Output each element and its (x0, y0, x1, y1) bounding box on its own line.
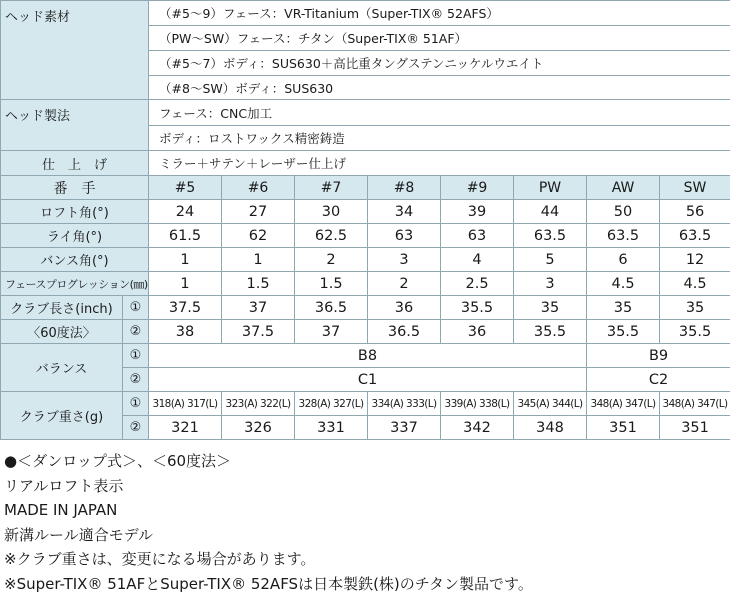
club-length-cell: 37 (222, 296, 295, 320)
club-weight-sub-label: ② (123, 416, 149, 440)
bounce-row (1, 248, 730, 272)
club-length-cell: 37.5 (222, 320, 295, 344)
bounce-label: バンス角(°) (1, 248, 149, 272)
number-cell: AW (587, 176, 660, 200)
lie-cell: 62 (222, 224, 295, 248)
club-weight-cell: 351 (587, 416, 660, 440)
balance-label: バランス (1, 344, 123, 392)
club-length-cell: 36 (441, 320, 514, 344)
note-line: リアルロフト表示 (4, 476, 124, 495)
club-length-sub-label: ① (123, 296, 149, 320)
club-length-cell: 35.5 (587, 320, 660, 344)
face-progression-label: フェースプログレッション(㎜) (1, 272, 149, 296)
number-cell: #6 (222, 176, 295, 200)
bounce-cell: 6 (587, 248, 660, 272)
note-line: 新溝ルール適合モデル (4, 525, 153, 544)
balance-cell: B9 (587, 344, 730, 368)
club-weight-cell: 348(A) 347(L) (660, 392, 730, 416)
loft-cell: 27 (222, 200, 295, 224)
bounce-cell: 1 (222, 248, 295, 272)
club-weight-cell: 348 (514, 416, 587, 440)
club-weight-label: クラブ重さ(g) (1, 392, 123, 440)
club-length-cell: 36.5 (368, 320, 441, 344)
lie-cell: 63 (368, 224, 441, 248)
club-length-cell: 35 (587, 296, 660, 320)
balance-row (1, 344, 730, 368)
club-length-row (1, 296, 730, 320)
face-progression-row (1, 272, 730, 296)
lie-cell: 63.5 (660, 224, 730, 248)
number-cell: #8 (368, 176, 441, 200)
head-material-label: ヘッド素材 (1, 1, 149, 100)
bounce-cell: 4 (441, 248, 514, 272)
bounce-cell: 2 (295, 248, 368, 272)
club-length-row (1, 320, 730, 344)
lie-row (1, 224, 730, 248)
lie-cell: 63.5 (587, 224, 660, 248)
head-material-line: （PW～SW）フェース：チタン（Super-TIX® 51AF） (149, 26, 730, 51)
lie-label: ライ角(°) (1, 224, 149, 248)
finish-row (1, 151, 730, 176)
loft-cell: 34 (368, 200, 441, 224)
finish-label: 仕 上 げ (1, 151, 149, 176)
loft-label: ロフト角(°) (1, 200, 149, 224)
head-material-line: （#8～SW）ボディ：SUS630 (149, 76, 730, 100)
club-length-cell: 37.5 (149, 296, 222, 320)
face-progression-cell: 2 (368, 272, 441, 296)
bounce-cell: 5 (514, 248, 587, 272)
club-length-cell: 36 (368, 296, 441, 320)
balance-cell: C1 (149, 368, 587, 392)
club-weight-cell: 339(A) 338(L) (441, 392, 514, 416)
number-cell: PW (514, 176, 587, 200)
loft-cell: 39 (441, 200, 514, 224)
club-weight-row (1, 392, 730, 416)
head-method-line: フェース：CNC加工 (149, 100, 730, 126)
club-weight-cell: 342 (441, 416, 514, 440)
club-weight-cell: 323(A) 322(L) (222, 392, 295, 416)
number-cell: #5 (149, 176, 222, 200)
head-material-line: （#5～9）フェース：VR-Titanium（Super-TIX® 52AFS） (149, 1, 730, 26)
club-length-sub-label: ② (123, 320, 149, 344)
head-method-line: ボディ：ロストワックス精密鋳造 (149, 126, 730, 151)
lie-cell: 62.5 (295, 224, 368, 248)
face-progression-cell: 1 (149, 272, 222, 296)
club-length-cell: 35.5 (660, 320, 730, 344)
note-line: ※クラブ重さは、変更になる場合があります。 (4, 550, 316, 568)
note-line: ※Super-TIX® 51AFとSuper-TIX® 52AFSは日本製鉄(株)のチタン製品です。 (4, 574, 533, 593)
notes-section (0, 440, 730, 596)
head-material-line: （#5～7）ボディ：SUS630＋高比重タングステンニッケルウエイト (149, 51, 730, 76)
face-progression-cell: 4.5 (587, 272, 660, 296)
lie-cell: 63 (441, 224, 514, 248)
head-method-label: ヘッド製法 (1, 100, 149, 151)
club-weight-cell: 331 (295, 416, 368, 440)
finish-value: ミラー＋サテン＋レーザー仕上げ (149, 151, 730, 176)
face-progression-cell: 1.5 (295, 272, 368, 296)
club-length-cell: 35 (660, 296, 730, 320)
club-length-cell: 35 (514, 296, 587, 320)
loft-cell: 50 (587, 200, 660, 224)
club-weight-cell: 345(A) 344(L) (514, 392, 587, 416)
loft-cell: 44 (514, 200, 587, 224)
lie-cell: 63.5 (514, 224, 587, 248)
number-row (1, 176, 730, 200)
club-weight-cell: 337 (368, 416, 441, 440)
bounce-cell: 3 (368, 248, 441, 272)
balance-sub-label: ① (123, 344, 149, 368)
bounce-cell: 1 (149, 248, 222, 272)
number-label: 番 手 (1, 176, 149, 200)
club-weight-cell: 318(A) 317(L) (149, 392, 222, 416)
club-weight-sub-label: ① (123, 392, 149, 416)
balance-cell: B8 (149, 344, 587, 368)
loft-cell: 24 (149, 200, 222, 224)
club-weight-cell: 351 (660, 416, 730, 440)
club-length-cell: 37 (295, 320, 368, 344)
face-progression-cell: 1.5 (222, 272, 295, 296)
loft-cell: 30 (295, 200, 368, 224)
club-length-cell: 35.5 (441, 296, 514, 320)
number-cell: SW (660, 176, 730, 200)
lie-cell: 61.5 (149, 224, 222, 248)
club-length-cell: 38 (149, 320, 222, 344)
club-length-label: クラブ長さ(inch) (1, 296, 123, 320)
face-progression-cell: 4.5 (660, 272, 730, 296)
head-method-row (1, 100, 730, 126)
face-progression-cell: 3 (514, 272, 587, 296)
club-weight-cell: 328(A) 327(L) (295, 392, 368, 416)
face-progression-cell: 2.5 (441, 272, 514, 296)
balance-cell: C2 (587, 368, 730, 392)
number-cell: #7 (295, 176, 368, 200)
balance-sub-label: ② (123, 368, 149, 392)
club-length-label: 〈60度法〉 (1, 320, 123, 344)
number-cell: #9 (441, 176, 514, 200)
loft-row (1, 200, 730, 224)
club-weight-cell: 321 (149, 416, 222, 440)
club-weight-cell: 326 (222, 416, 295, 440)
club-weight-cell: 334(A) 333(L) (368, 392, 441, 416)
loft-cell: 56 (660, 200, 730, 224)
club-length-cell: 35.5 (514, 320, 587, 344)
club-weight-cell: 348(A) 347(L) (587, 392, 660, 416)
head-material-row (1, 1, 730, 26)
note-line: ●＜ダンロップ式＞、＜60度法＞ (4, 452, 232, 470)
bounce-cell: 12 (660, 248, 730, 272)
note-line: MADE IN JAPAN (4, 501, 118, 519)
club-length-cell: 36.5 (295, 296, 368, 320)
